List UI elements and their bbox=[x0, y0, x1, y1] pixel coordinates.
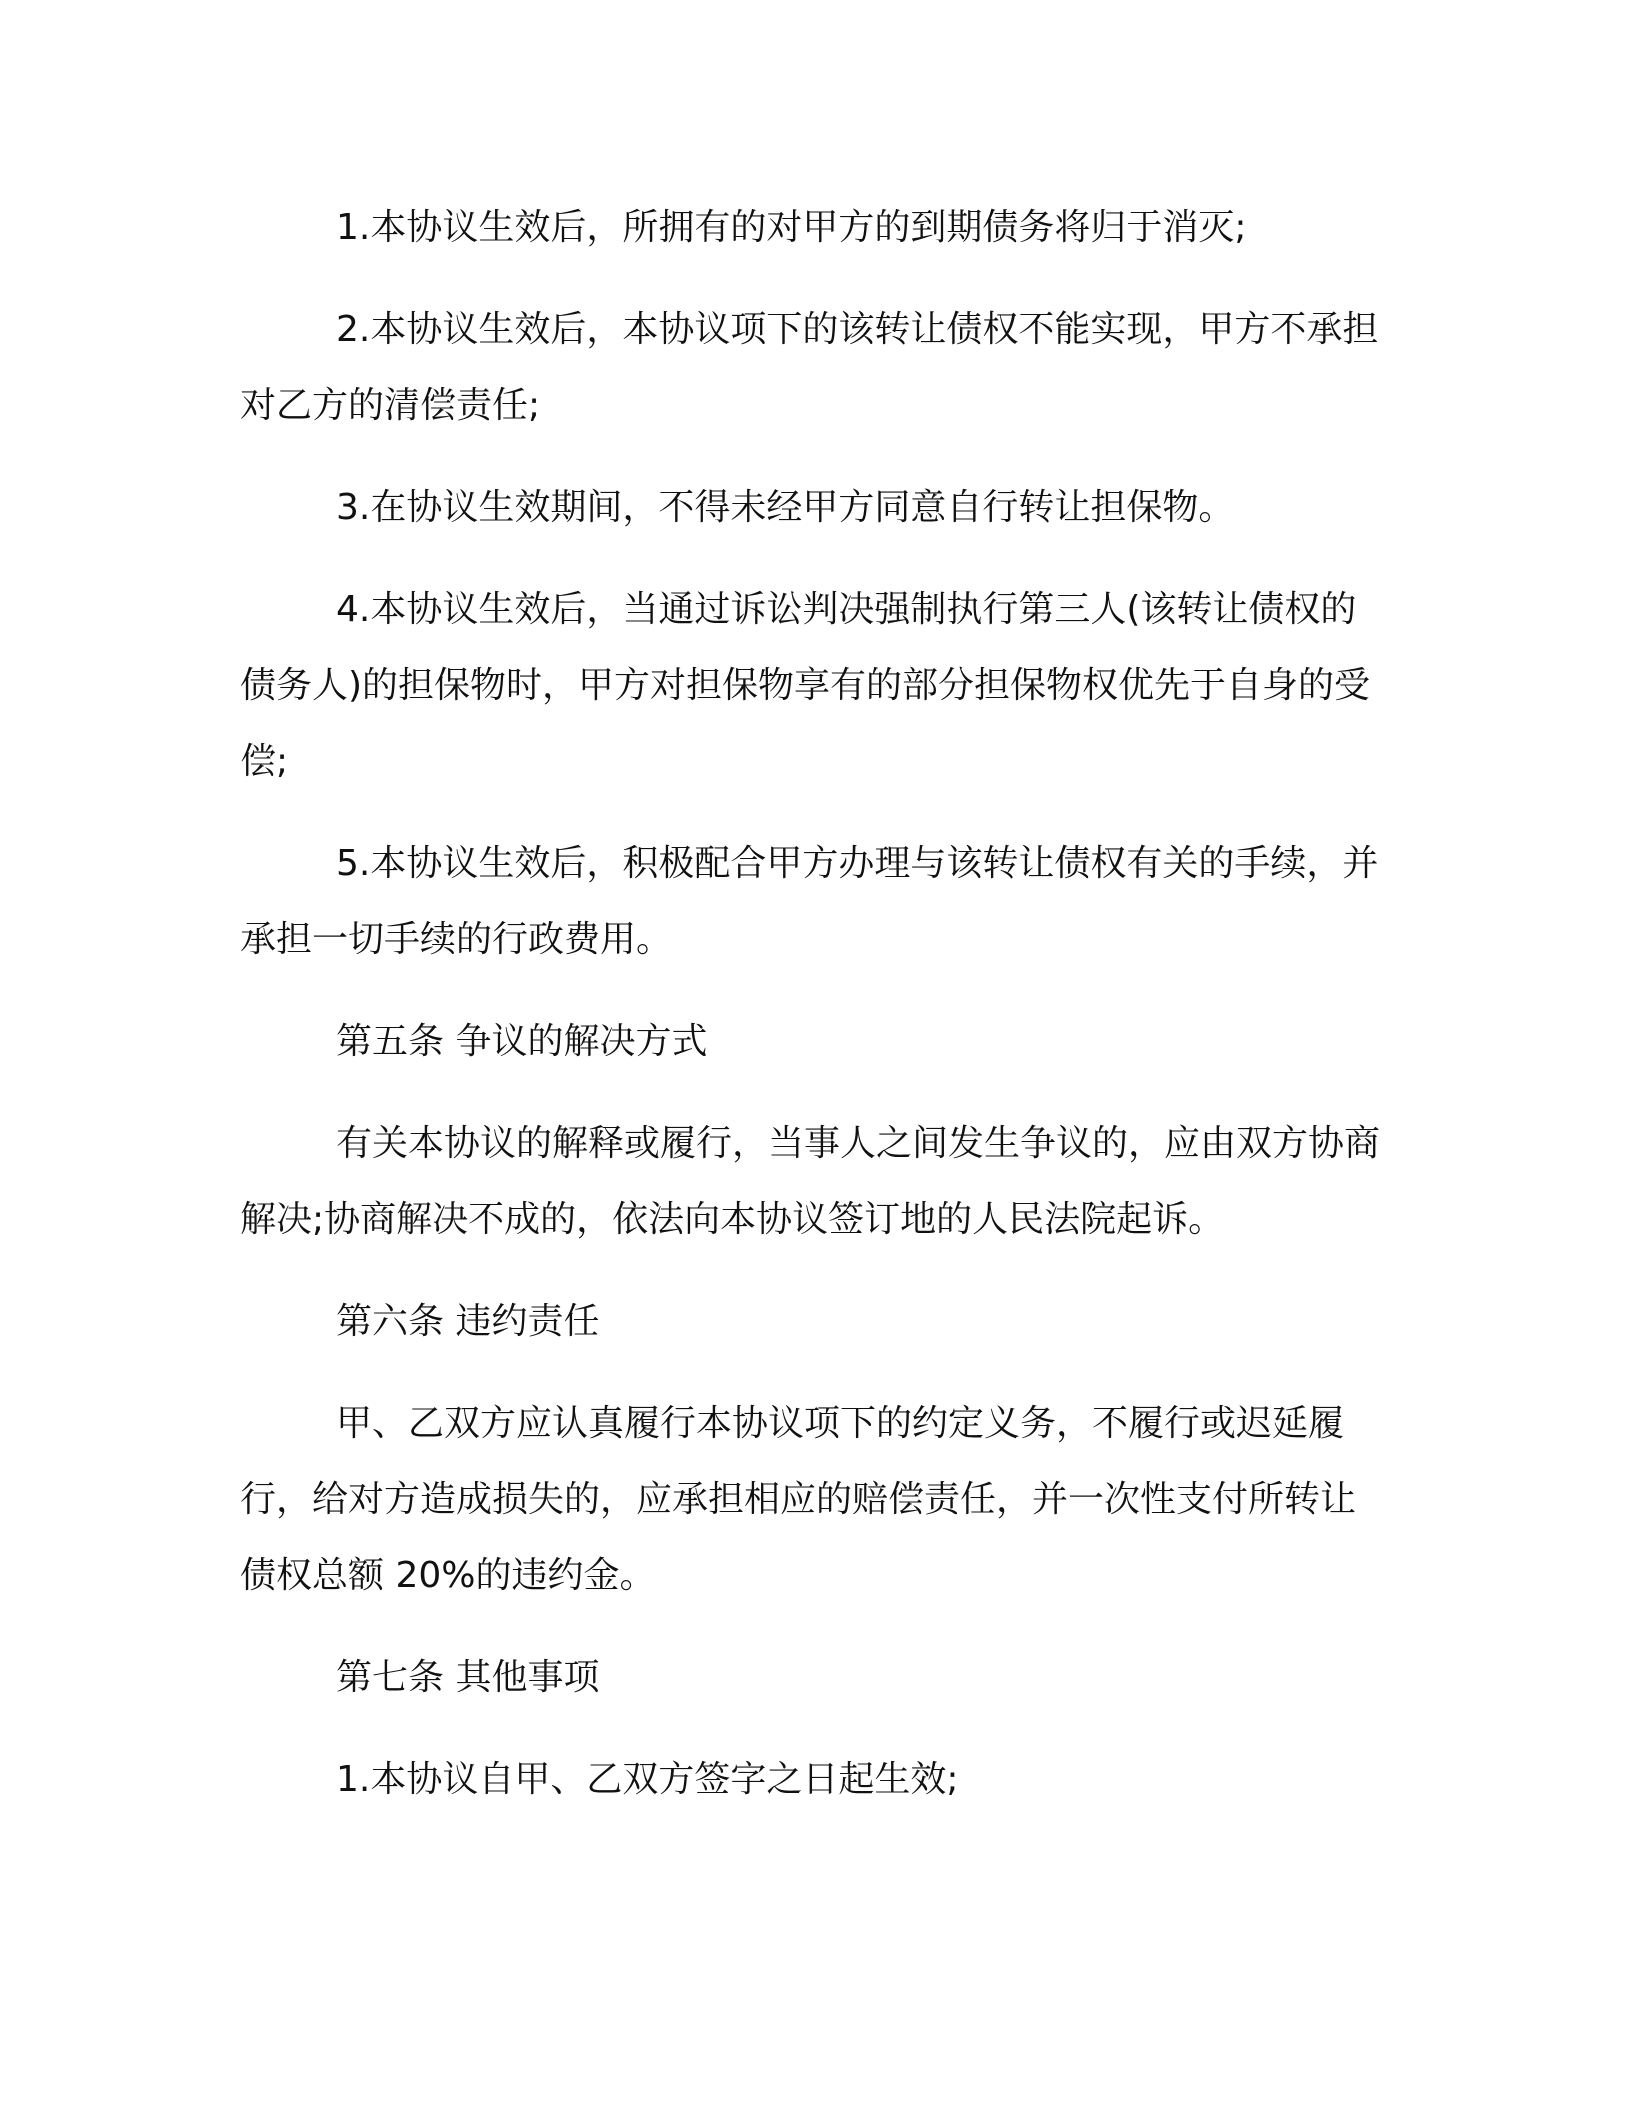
clause-item-2-no-liability: 2.本协议生效后，本协议项下的该转让债权不能实现，甲方不承担对乙方的清偿责任; bbox=[240, 309, 1379, 426]
article-7-item-1: 1.本协议自甲、乙双方签字之日起生效; bbox=[336, 1759, 959, 1800]
clause-item-3-no-transfer-collateral: 3.在协议生效期间，不得未经甲方同意自行转让担保物。 bbox=[336, 487, 1235, 528]
clause-item-1-debt-extinguished: 1.本协议生效后，所拥有的对甲方的到期债务将归于消灭; bbox=[336, 207, 1247, 248]
article-5-text: 有关本协议的解释或履行，当事人之间发生争议的，应由双方协商解决;协商解决不成的，依法向本协议签订地的人民法院起诉。 bbox=[240, 1123, 1381, 1240]
article-6-text: 甲、乙双方应认真履行本协议项下的约定义务，不履行或迟延履行，给对方造成损失的，应承担相应的赔偿责任，并一次性支付所转让债权总额 20%的违约金。 bbox=[240, 1403, 1357, 1596]
article-7-heading: 第七条 其他事项 bbox=[336, 1657, 600, 1698]
article-5-heading: 第五条 争议的解决方式 bbox=[336, 1021, 708, 1062]
document-body bbox=[240, 190, 1390, 1844]
clause-item-5-cooperation-fees: 5.本协议生效后，积极配合甲方办理与该转让债权有关的手续，并承担一切手续的行政费用。 bbox=[240, 843, 1379, 960]
clause-item-4-priority-repayment: 4.本协议生效后，当通过诉讼判决强制执行第三人(该转让债权的债务人)的担保物时，甲方对担保物享有的部分担保物权优先于自身的受偿; bbox=[240, 589, 1371, 782]
article-6-heading: 第六条 违约责任 bbox=[336, 1301, 600, 1342]
